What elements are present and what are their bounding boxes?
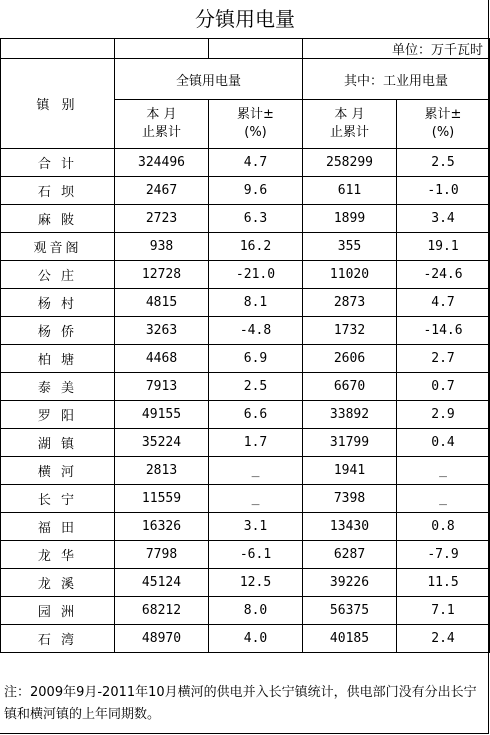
table-row [1, 597, 490, 625]
cell-total: 2813 [115, 457, 209, 485]
cell-ind: 2873 [303, 289, 397, 317]
cell-ind-pct: 3.4 [397, 205, 490, 233]
cell-total-pct: -6.1 [209, 541, 303, 569]
cell-town: 杨 村 [1, 289, 115, 317]
total-pct-line2: (%) [244, 125, 267, 140]
cell-town: 柏 塘 [1, 345, 115, 373]
ind-cum-line1: 本 月 [334, 107, 365, 122]
cell-town: 麻 陂 [1, 205, 115, 233]
cell-town: 龙 溪 [1, 569, 115, 597]
cell-total: 12728 [115, 261, 209, 289]
cell-ind: 1732 [303, 317, 397, 345]
table-row [1, 205, 490, 233]
cell-ind-pct: _ [397, 485, 490, 513]
cell-total-pct: 3.1 [209, 513, 303, 541]
cell-ind: 11020 [303, 261, 397, 289]
cell-town: 石 湾 [1, 625, 115, 653]
ind-pct-line2: (%) [431, 125, 455, 140]
cell-town: 湖 镇 [1, 429, 115, 457]
table-row [1, 289, 490, 317]
cell-total-pct: 9.6 [209, 177, 303, 205]
unit-row [1, 39, 490, 59]
cell-town: 石 坝 [1, 177, 115, 205]
table-row [1, 513, 490, 541]
table-row [1, 625, 490, 653]
town-header: 镇 别 [1, 59, 115, 149]
cell-total: 3263 [115, 317, 209, 345]
cell-total: 2467 [115, 177, 209, 205]
table-row [1, 569, 490, 597]
table-row [1, 177, 490, 205]
cell-total-pct: 4.7 [209, 149, 303, 177]
cell-total-pct: 1.7 [209, 429, 303, 457]
total-cum-line2: 止累计 [141, 125, 181, 140]
cell-ind-pct: 0.7 [397, 373, 490, 401]
cell-total: 11559 [115, 485, 209, 513]
cell-ind: 258299 [303, 149, 397, 177]
cell-total: 4468 [115, 345, 209, 373]
cell-town: 公 庄 [1, 261, 115, 289]
cell-town: 长 宁 [1, 485, 115, 513]
cell-total-pct: 6.3 [209, 205, 303, 233]
cell-ind: 7398 [303, 485, 397, 513]
table-row [1, 429, 490, 457]
cell-town: 杨 侨 [1, 317, 115, 345]
cell-ind-pct: 7.1 [397, 597, 490, 625]
cell-ind: 355 [303, 233, 397, 261]
cell-ind-pct: -7.9 [397, 541, 490, 569]
cell-town: 横 河 [1, 457, 115, 485]
cell-total: 7913 [115, 373, 209, 401]
cell-ind: 6670 [303, 373, 397, 401]
cell-ind-pct: _ [397, 457, 490, 485]
cell-ind: 13430 [303, 513, 397, 541]
cell-total-pct: _ [209, 457, 303, 485]
cell-total: 16326 [115, 513, 209, 541]
cell-total: 4815 [115, 289, 209, 317]
total-pct-line1: 累计± [237, 107, 274, 122]
cell-town: 泰 美 [1, 373, 115, 401]
cell-ind: 39226 [303, 569, 397, 597]
ind-cum-line2: 止累计 [329, 125, 369, 140]
cell-ind-pct: 19.1 [397, 233, 490, 261]
table-row [1, 401, 490, 429]
table-row [1, 541, 490, 569]
cell-ind: 2606 [303, 345, 397, 373]
cell-ind-pct: -14.6 [397, 317, 490, 345]
cell-town: 龙 华 [1, 541, 115, 569]
cell-total: 938 [115, 233, 209, 261]
cell-ind: 56375 [303, 597, 397, 625]
cell-total: 35224 [115, 429, 209, 457]
cell-ind: 6287 [303, 541, 397, 569]
total-cum-line1: 本 月 [146, 107, 177, 122]
total-pct-header [209, 100, 303, 149]
total-cum-header [115, 100, 209, 149]
electricity-table [0, 38, 490, 653]
table-row [1, 373, 490, 401]
ind-cum-header [303, 100, 397, 149]
cell-ind-pct: -24.6 [397, 261, 490, 289]
table-row [1, 261, 490, 289]
cell-total-pct: 6.9 [209, 345, 303, 373]
cell-total: 7798 [115, 541, 209, 569]
table-row [1, 149, 490, 177]
cell-town: 合 计 [1, 149, 115, 177]
cell-total: 2723 [115, 205, 209, 233]
table-row [1, 233, 490, 261]
cell-town: 福 田 [1, 513, 115, 541]
cell-ind: 611 [303, 177, 397, 205]
cell-ind: 40185 [303, 625, 397, 653]
footnote: 注：2009年9月-2011年10月横河的供电并入长宁镇统计，供电部门没有分出长宁镇和横河镇的上年同期数。 [4, 685, 477, 722]
cell-town: 园 洲 [1, 597, 115, 625]
cell-total-pct: 2.5 [209, 373, 303, 401]
cell-total: 68212 [115, 597, 209, 625]
cell-total-pct: 8.0 [209, 597, 303, 625]
cell-ind-pct: 0.4 [397, 429, 490, 457]
cell-ind-pct: 2.4 [397, 625, 490, 653]
table-row [1, 345, 490, 373]
cell-total-pct: 12.5 [209, 569, 303, 597]
cell-town: 罗 阳 [1, 401, 115, 429]
total-group-header: 全镇用电量 [115, 59, 303, 100]
ind-pct-header [397, 100, 490, 149]
cell-ind: 1899 [303, 205, 397, 233]
cell-ind-pct: 4.7 [397, 289, 490, 317]
header-row-1 [1, 59, 490, 100]
cell-total-pct: 6.6 [209, 401, 303, 429]
cell-total-pct: _ [209, 485, 303, 513]
cell-ind-pct: 0.8 [397, 513, 490, 541]
table-row [1, 457, 490, 485]
cell-town: 观音阁 [1, 233, 115, 261]
table-row [1, 485, 490, 513]
cell-ind: 33892 [303, 401, 397, 429]
cell-total-pct: -21.0 [209, 261, 303, 289]
cell-total: 48970 [115, 625, 209, 653]
cell-total-pct: 16.2 [209, 233, 303, 261]
ind-pct-line1: 累计± [424, 107, 462, 122]
cell-total-pct: -4.8 [209, 317, 303, 345]
cell-ind: 1941 [303, 457, 397, 485]
cell-ind-pct: 2.5 [397, 149, 490, 177]
table-row [1, 317, 490, 345]
page-title: 分镇用电量 [195, 7, 295, 31]
industry-group-header: 其中：工业用电量 [303, 59, 490, 100]
cell-ind-pct: 2.7 [397, 345, 490, 373]
cell-total: 324496 [115, 149, 209, 177]
cell-ind: 31799 [303, 429, 397, 457]
cell-ind-pct: 2.9 [397, 401, 490, 429]
cell-total-pct: 4.0 [209, 625, 303, 653]
cell-total-pct: 8.1 [209, 289, 303, 317]
cell-total: 45124 [115, 569, 209, 597]
unit-label: 单位：万千瓦时 [303, 39, 490, 59]
cell-total: 49155 [115, 401, 209, 429]
cell-ind-pct: -1.0 [397, 177, 490, 205]
cell-ind-pct: 11.5 [397, 569, 490, 597]
